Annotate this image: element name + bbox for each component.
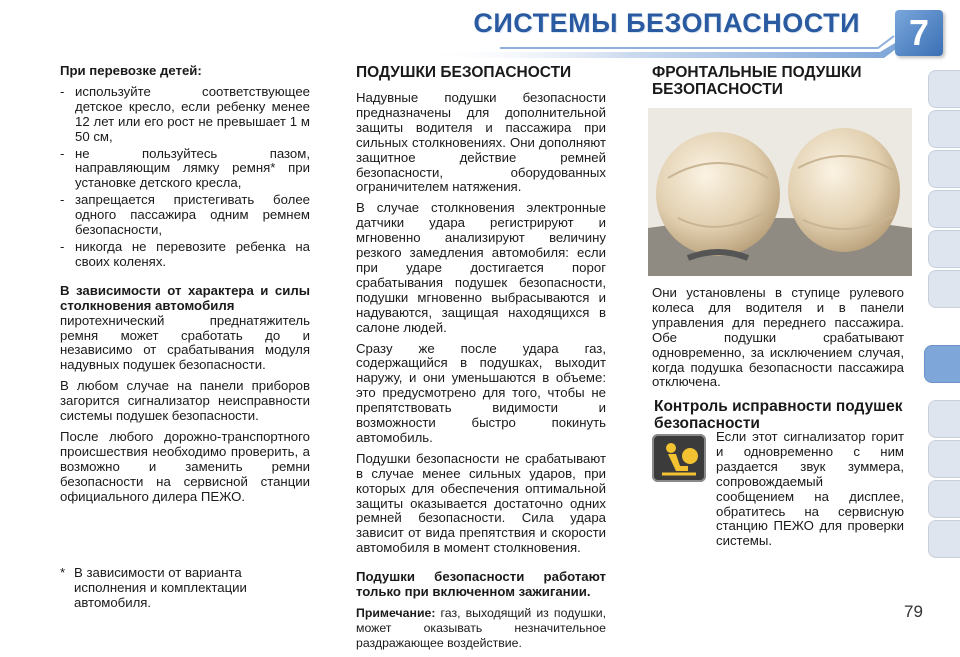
list-item: - никогда не перевозите ребенка на своих коленях.	[60, 240, 310, 270]
paragraph: После любого дорожно-транспортного происшествия необходимо проверить, а возможно и заменить ремни безопасности на сервисной станции официального дилера ПЕЖО.	[60, 428, 310, 504]
children-heading: При перевозке детей:	[60, 63, 202, 78]
paragraph: Они установлены в ступице рулевого колеса для водителя и в панели управления для переднего пассажира. Обе подушки срабатывают одновременно, за исключением случая, когда подушка безопасности пассажира отключена.	[652, 285, 904, 390]
chapter-tab[interactable]	[928, 480, 960, 518]
children-rules-list	[60, 85, 310, 270]
chapter-tabs	[928, 70, 960, 580]
chapter-tab[interactable]	[928, 520, 960, 558]
footnote-text: В зависимости от варианта исполнения и комплектации автомобиля.	[74, 565, 247, 610]
list-item: - используйте соответствующее детское кресло, если ребенку менее 12 лет или его рост не превышает 1 м 50 см,	[60, 85, 310, 145]
paragraph: В случае столкновения электронные датчики удара регистрируют и мгновенно анализируют величину резкого замедления автомобиля: если при ударе достигается порог срабатывания подушек безопасности, подушки мгновенно выбрасываются и надуваются, защищая находящихся в салоне людей.	[356, 200, 606, 335]
column-left	[60, 64, 310, 510]
note-label: Примечание:	[356, 606, 436, 620]
chapter-tab-active[interactable]	[924, 345, 960, 383]
footnote-marker: *	[60, 565, 66, 580]
paragraph: пиротехнический преднатяжитель ремня может сработать до и независимо от срабатывания модуля надувных подушек безопасности.	[60, 312, 310, 373]
column-right	[652, 64, 904, 108]
chapter-tab[interactable]	[928, 190, 960, 228]
page-number: 79	[904, 602, 923, 621]
frontal-description	[652, 286, 904, 396]
chapter-tab[interactable]	[928, 230, 960, 268]
ignition-note: Подушки безопасности работают только при включенном зажигании.	[356, 569, 606, 600]
paragraph: Подушки безопасности не срабатывают в случае менее сильных ударов, при которых для обеспечения оптимальной защиты оказывается достаточно одних ремней безопасности. Сила удара зависит от вида препятствия и скорости автомобиля в момент столкновения.	[356, 450, 606, 556]
warning-text	[716, 430, 904, 555]
paragraph: В любом случае на панели приборов загорится сигнализатор неисправности системы подушек безопасности.	[60, 378, 310, 424]
chapter-tab[interactable]	[928, 150, 960, 188]
chapter-tab[interactable]	[928, 270, 960, 308]
airbag-illustration	[648, 108, 912, 276]
frontal-airbags-title: ФРОНТАЛЬНЫЕ ПОДУШКИ БЕЗОПАСНОСТИ	[652, 64, 862, 98]
chapter-tab[interactable]	[928, 400, 960, 438]
chapter-tab[interactable]	[928, 70, 960, 108]
paragraph: Надувные подушки безопасности предназначены для дополнительной защиты водителя и пассажира при сильных столкновениях. Они дополняют защитное действие ремней безопасности, оборудованных ограничителем натяжения.	[356, 90, 606, 195]
column-middle	[356, 64, 606, 657]
chapter-tab[interactable]	[928, 440, 960, 478]
airbag-warning-icon	[652, 434, 706, 482]
list-item: - запрещается пристегивать более одного пассажира одним ремнем безопасности,	[60, 193, 310, 238]
airbag-check-title: Контроль исправности подушек безопасности	[654, 398, 903, 432]
airbags-title: ПОДУШКИ БЕЗОПАСНОСТИ	[356, 64, 572, 81]
page-title: СИСТЕМЫ БЕЗОПАСНОСТИ	[473, 8, 860, 38]
footnote	[62, 566, 310, 611]
chapter-tab[interactable]	[928, 110, 960, 148]
collision-heading: В зависимости от характера и силы столкновения автомобиля	[60, 282, 310, 313]
gas-note	[356, 606, 606, 651]
chapter-badge: 7	[895, 10, 943, 56]
list-item: - не пользуйтесь пазом, направляющим лямку ремня* при установке детского кресла,	[60, 147, 310, 192]
note-text: газ, выходящий из подушки, может оказывать незначительное раздражающее воздействие.	[356, 606, 606, 650]
paragraph: Если этот сигнализатор горит и одновременно с ним раздается звук зуммера, сопровождаемый сообщением на дисплее, обратитесь на сервисную станцию ПЕЖО для проверки системы.	[716, 429, 904, 549]
paragraph: Сразу же после удара газ, содержащийся в подушках, выходит наружу, и они уменьшаются в объеме: это предусмотрено для того, чтобы не препятствовать видимости и возможности быстро покинуть автомобиль.	[356, 340, 606, 445]
